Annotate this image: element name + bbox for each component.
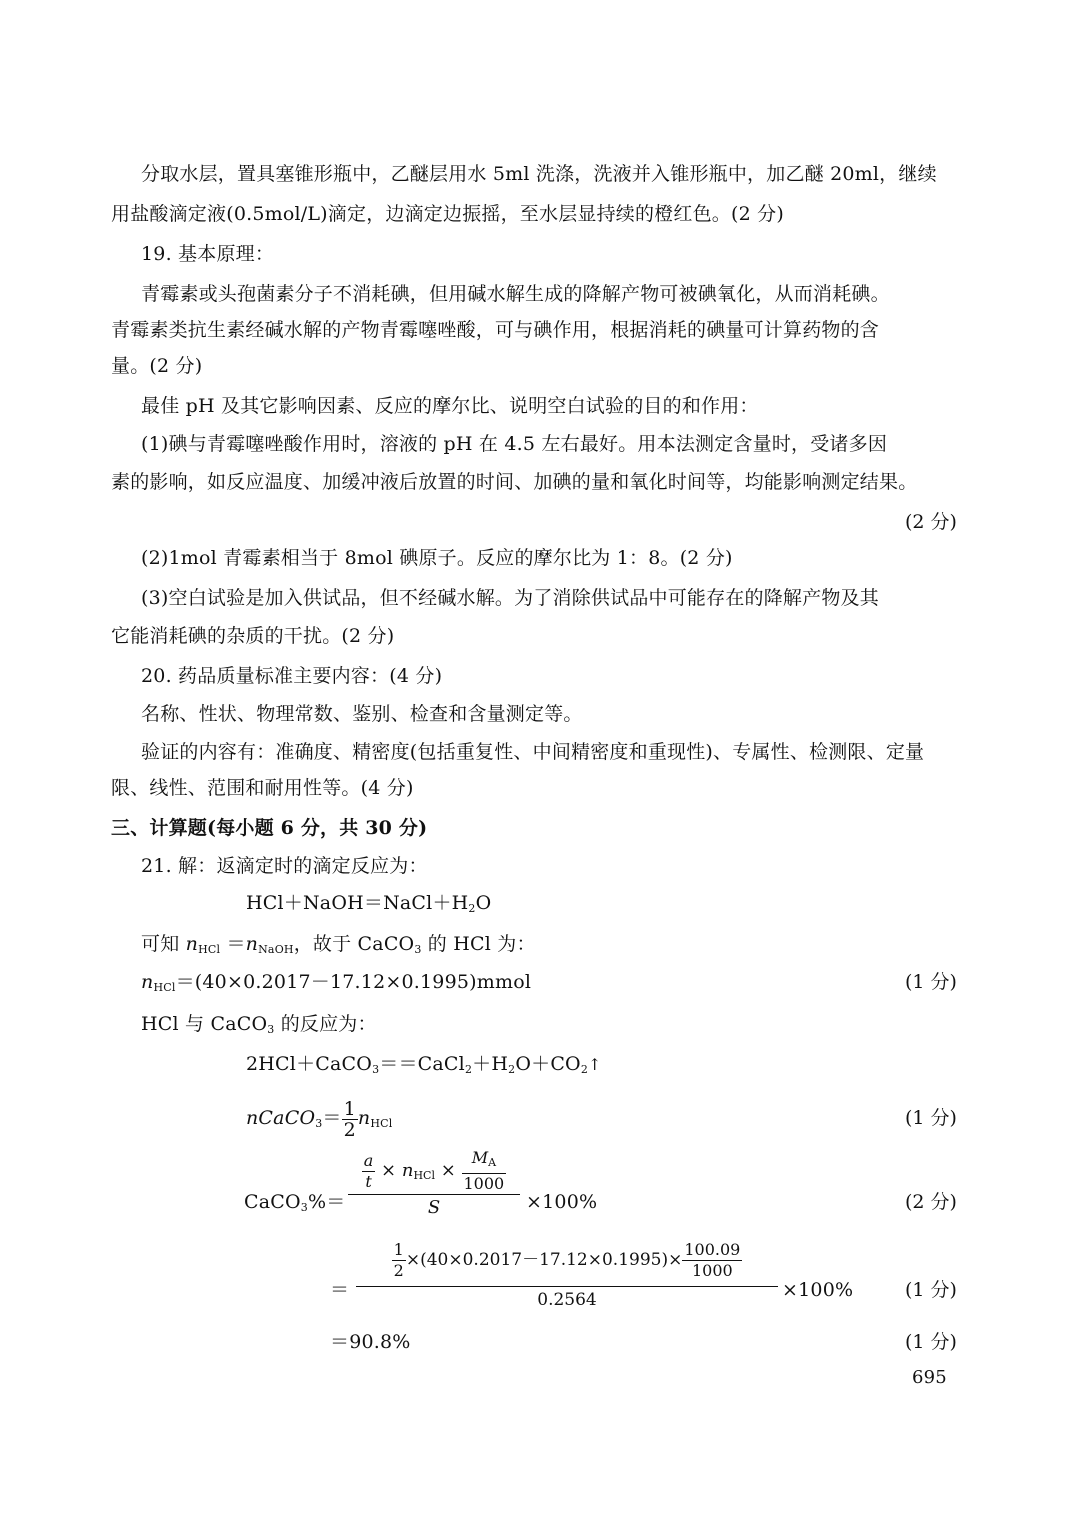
text-line: 分取水层，置具塞锥形瓶中，乙醚层用水 5ml 洗涤，洗液并入锥形瓶中，加乙醚 20ml，继续	[141, 163, 937, 185]
equation-result: ＝90.8%	[330, 1331, 411, 1353]
text-line: (2)1mol 青霉素相当于 8mol 碘原子。反应的摩尔比为 1：8。(2 分)	[141, 547, 733, 569]
text-line: 青霉素类抗生素经碱水解的产物青霉噻唑酸，可与碘作用，根据消耗的碘量可计算药物的含	[111, 319, 880, 341]
text-line: 可知 $n_{HCl} =n_{NaOH}$，故于 CaCO$_3$ 的 HCl 为：	[141, 933, 536, 956]
text-line: 量。(2 分)	[111, 355, 203, 377]
equation-ncaco3: nCaCO$_3$＝ $\frac{1}{2}$ $n_{HCl}$	[246, 1097, 393, 1141]
score-label: (1 分)	[905, 1279, 957, 1301]
equation-equals: ＝	[330, 1279, 350, 1301]
section-heading: 20. 药品质量标准主要内容：(4 分)	[141, 665, 443, 687]
gas-arrow-icon: ↑	[588, 1055, 602, 1074]
score-label: (1 分)	[905, 1331, 957, 1353]
text-line: 验证的内容有：准确度、精密度(包括重复性、中间精密度和重现性)、专属性、检测限、定量	[141, 741, 925, 763]
text-line: 素的影响，如反应温度、加缓冲液后放置的时间、加碘的量和氧化时间等，均能影响测定结果。	[111, 471, 918, 493]
equation-percent-label: CaCO$_3$%＝	[244, 1191, 346, 1214]
score-label: (1 分)	[905, 1107, 957, 1129]
section-heading: 21. 解：返滴定时的滴定反应为：	[141, 855, 428, 877]
text-line: (3)空白试验是加入供试品，但不经碱水解。为了消除供试品中可能存在的降解产物及其	[141, 587, 879, 609]
equation-tail: ×100%	[782, 1279, 854, 1301]
equation-reaction: $2HCl+CaCO_3==CaCl_2+H_2O+CO_2↑$	[246, 1053, 602, 1076]
equation-titration: $HCl+NaOH=NaCl+H_2O$	[246, 892, 492, 915]
section-title: 三、计算题(每小题 6 分，共 30 分)	[111, 817, 428, 839]
text-line: 最佳 pH 及其它影响因素、反应的摩尔比、说明空白试验的目的和作用：	[141, 395, 759, 417]
text-line: 限、线性、范围和耐用性等。(4 分)	[111, 777, 414, 799]
equation-nhcl: $n_{HCl}=(40\times 0.2017-17.12\times 0.1995)mmol$	[141, 971, 532, 994]
score-label: (1 分)	[905, 971, 957, 993]
text-line: (1)碘与青霉噻唑酸作用时，溶液的 pH 在 4.5 左右最好。用本法测定含量时，受诸多因	[141, 433, 888, 455]
text-line: 用盐酸滴定液(0.5mol/L)滴定，边滴定边振摇，至水层显持续的橙红色。(2 分)	[111, 203, 784, 225]
score-label: (2 分)	[905, 511, 957, 533]
score-label: (2 分)	[905, 1191, 957, 1213]
section-heading: 19. 基本原理：	[141, 243, 275, 265]
text-line: 它能消耗碘的杂质的干扰。(2 分)	[111, 625, 395, 647]
page-number: 695	[912, 1367, 947, 1388]
text-line: 青霉素或头孢菌素分子不消耗碘，但用碱水解生成的降解产物可被碘氧化，从而消耗碘。	[141, 283, 890, 305]
fraction-formula: $\frac{a}{t}$ × $n_{HCl}$ × $\frac{M_A}{1000}$ S	[348, 1148, 520, 1221]
text-line: HCl 与 CaCO$_3$ 的反应为：	[141, 1013, 377, 1036]
fraction-substituted: $\frac{1}{2}$ ×(40×0.2017－17.12×0.1995)× $\frac{100.09}{1000}$ 0.2564	[356, 1240, 778, 1313]
equation-tail: ×100%	[526, 1191, 598, 1213]
text-line: 名称、性状、物理常数、鉴别、检查和含量测定等。	[141, 703, 583, 725]
